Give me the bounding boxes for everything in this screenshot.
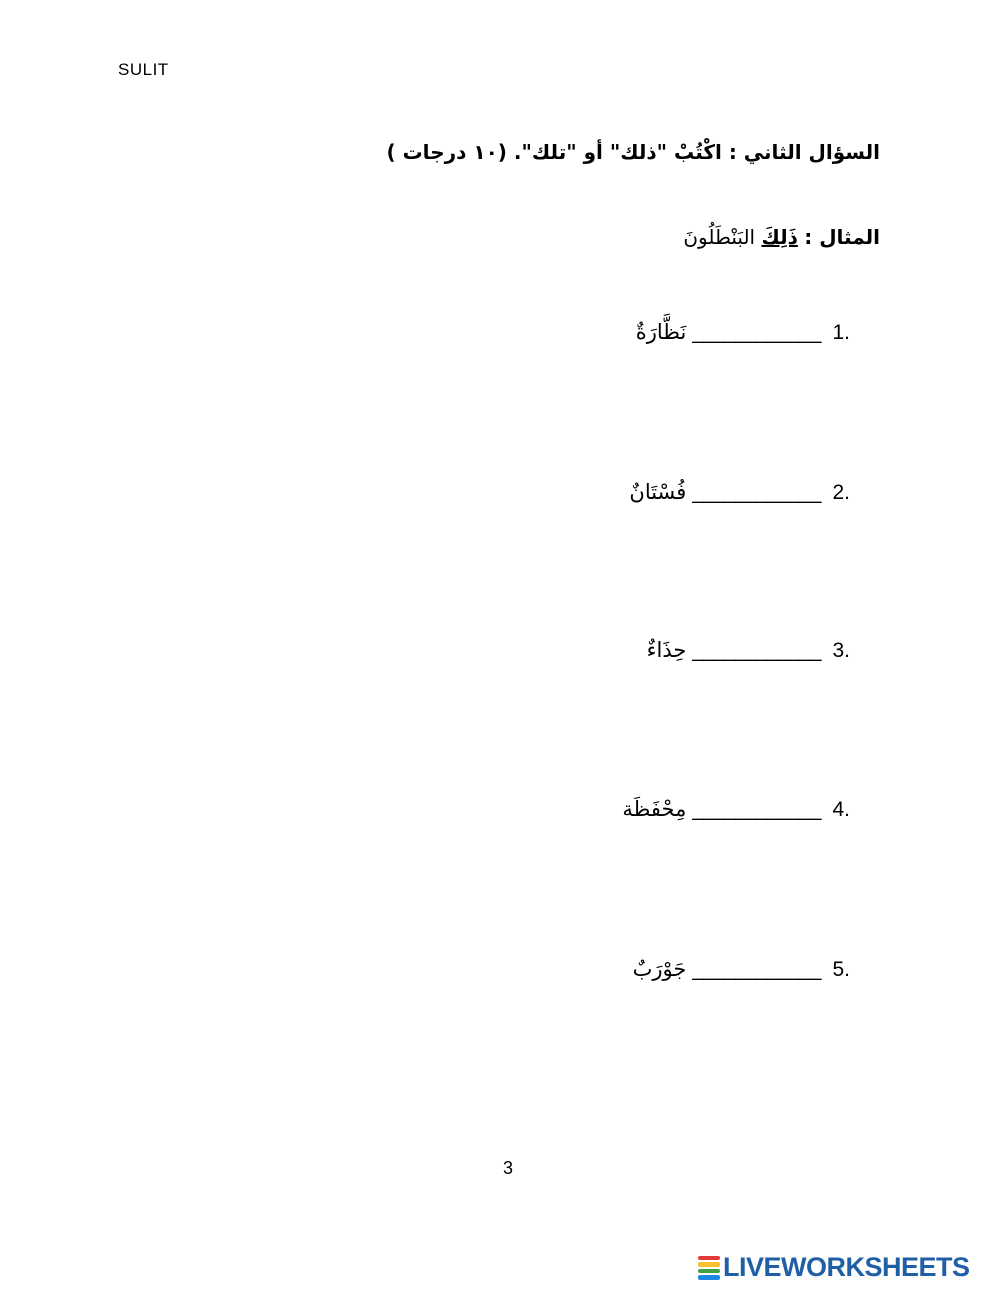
question-heading: السؤال الثاني : اكْتُبْ "ذلك" أو "تلك". (١٠ درجات ) [386, 140, 880, 164]
item-number: 3. [832, 639, 850, 662]
logo-stripe [698, 1269, 720, 1274]
logo-text: LIVEWORKSHEETS [723, 1252, 970, 1282]
logo-stripe [698, 1262, 720, 1267]
example-line [683, 225, 880, 249]
item-word: جَوْرَبٌ [632, 957, 687, 981]
item-word: حِذَاءٌ [646, 638, 687, 662]
answer-blank[interactable]: ____________ [692, 639, 821, 662]
page-number: 3 [503, 1158, 514, 1178]
answer-blank[interactable]: ____________ [692, 321, 821, 344]
exercise-item-3 [647, 638, 850, 663]
answer-blank[interactable]: ____________ [692, 481, 821, 504]
item-word: مِحْفَظَة [622, 797, 687, 821]
item-number: 1. [832, 321, 850, 344]
exercise-item-4 [622, 797, 850, 822]
exercise-item-2 [629, 480, 850, 505]
exercise-item-1 [636, 320, 850, 345]
logo-stripe [698, 1275, 720, 1280]
example-answer: ذَلِكَ [761, 225, 798, 249]
item-number: 5. [832, 958, 850, 981]
liveworksheets-logo[interactable] [698, 1252, 970, 1283]
item-word: نَظَّارَةٌ [635, 320, 687, 344]
item-number: 2. [832, 481, 850, 504]
logo-stripe [698, 1256, 720, 1261]
answer-blank[interactable]: ____________ [692, 958, 821, 981]
item-number: 4. [832, 798, 850, 821]
exercise-item-5 [633, 957, 850, 982]
liveworksheets-logo-icon [698, 1255, 720, 1281]
example-word: البَنْطَلُونَ [683, 225, 756, 249]
example-label: المثال : [804, 225, 880, 249]
item-word: فُسْتَانٌ [629, 480, 687, 504]
header-label: SULIT [118, 60, 169, 79]
answer-blank[interactable]: ____________ [692, 798, 821, 821]
